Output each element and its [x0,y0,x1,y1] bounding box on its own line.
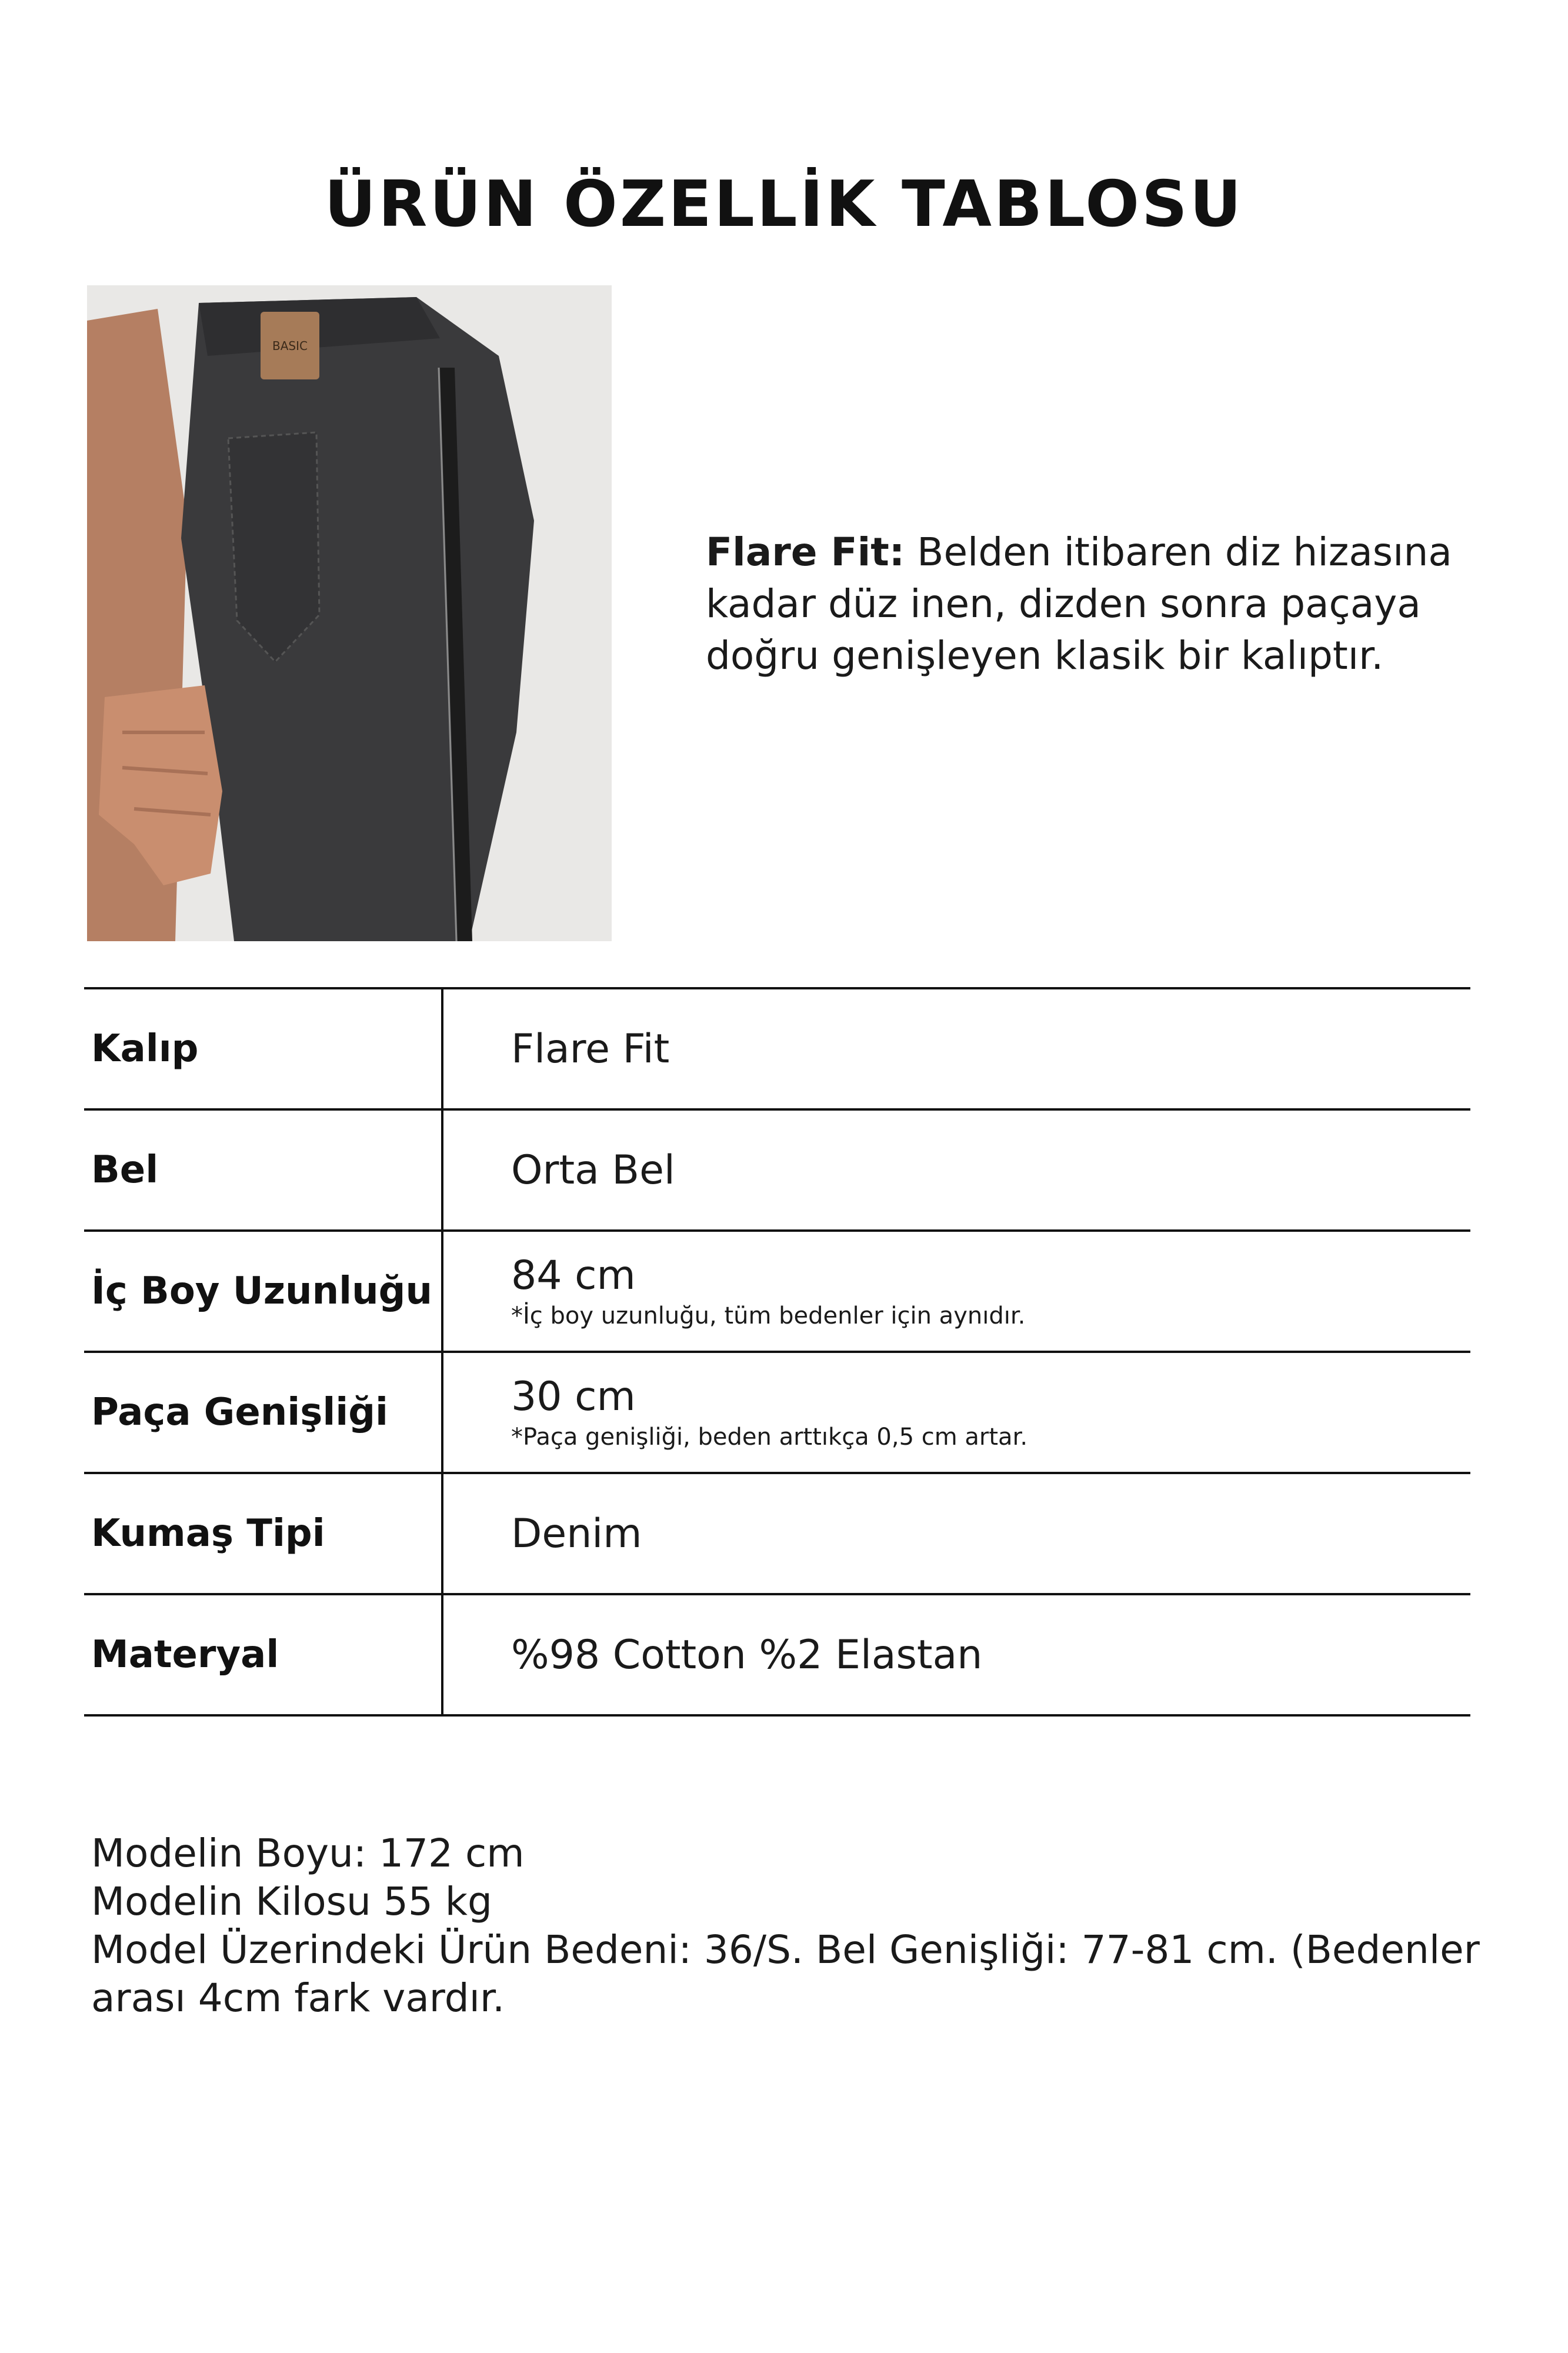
spec-note: *Paça genişliği, beden arttıkça 0,5 cm artar. [511,1423,1028,1451]
fit-description-term: Flare Fit: [706,529,905,575]
spec-note: *İç boy uzunluğu, tüm bedenler için aynıdır. [511,1302,1026,1329]
spec-label: Paça Genişliği [84,1352,442,1473]
fit-description [706,526,1494,682]
spec-row-bel [84,1109,1470,1231]
spec-row-kumas [84,1473,1470,1594]
spec-value: 84 cm [511,1252,636,1299]
spec-label: Kumaş Tipi [84,1473,442,1594]
spec-label: İç Boy Uzunluğu [84,1231,442,1352]
model-size: Model Üzerindeki Ürün Bedeni: 36/S. Bel Genişliği: 77-81 cm. (Bedenler arası 4cm fark vardır. [91,1927,1480,2021]
spec-value-cell [442,1231,1470,1352]
spec-row-ic-boy [84,1231,1470,1352]
jeans-photo-illustration [87,285,612,941]
spec-value-cell [442,1352,1470,1473]
spec-value: 30 cm [511,1373,636,1420]
product-photo [87,285,612,941]
brand-label-text: BASIC [272,339,308,353]
spec-label: Materyal [84,1594,442,1715]
spec-value: Flare Fit [511,1025,670,1072]
spec-label: Kalıp [84,988,442,1109]
spec-value: Orta Bel [511,1146,675,1194]
page-title: ÜRÜN ÖZELLİK TABLOSU [324,168,1244,241]
spec-value-cell [442,1473,1470,1594]
model-info [91,1829,1491,2022]
model-weight: Modelin Kilosu 55 kg [91,1879,492,1924]
model-height: Modelin Boyu: 172 cm [91,1831,525,1876]
fit-description-text: Belden itibaren diz hizasına kadar düz inen, dizden sonra paçaya doğru genişleyen klasik bir kalıptır. [706,529,1452,678]
spec-row-kalip [84,988,1470,1109]
spec-value: %98 Cotton %2 Elastan [511,1631,983,1678]
spec-row-materyal [84,1594,1470,1715]
spec-table [84,987,1470,1717]
spec-value: Denim [511,1510,642,1557]
spec-value-cell [442,1594,1470,1715]
spec-label: Bel [84,1109,442,1231]
spec-value-cell [442,988,1470,1109]
spec-row-paca [84,1352,1470,1473]
spec-value-cell [442,1109,1470,1231]
